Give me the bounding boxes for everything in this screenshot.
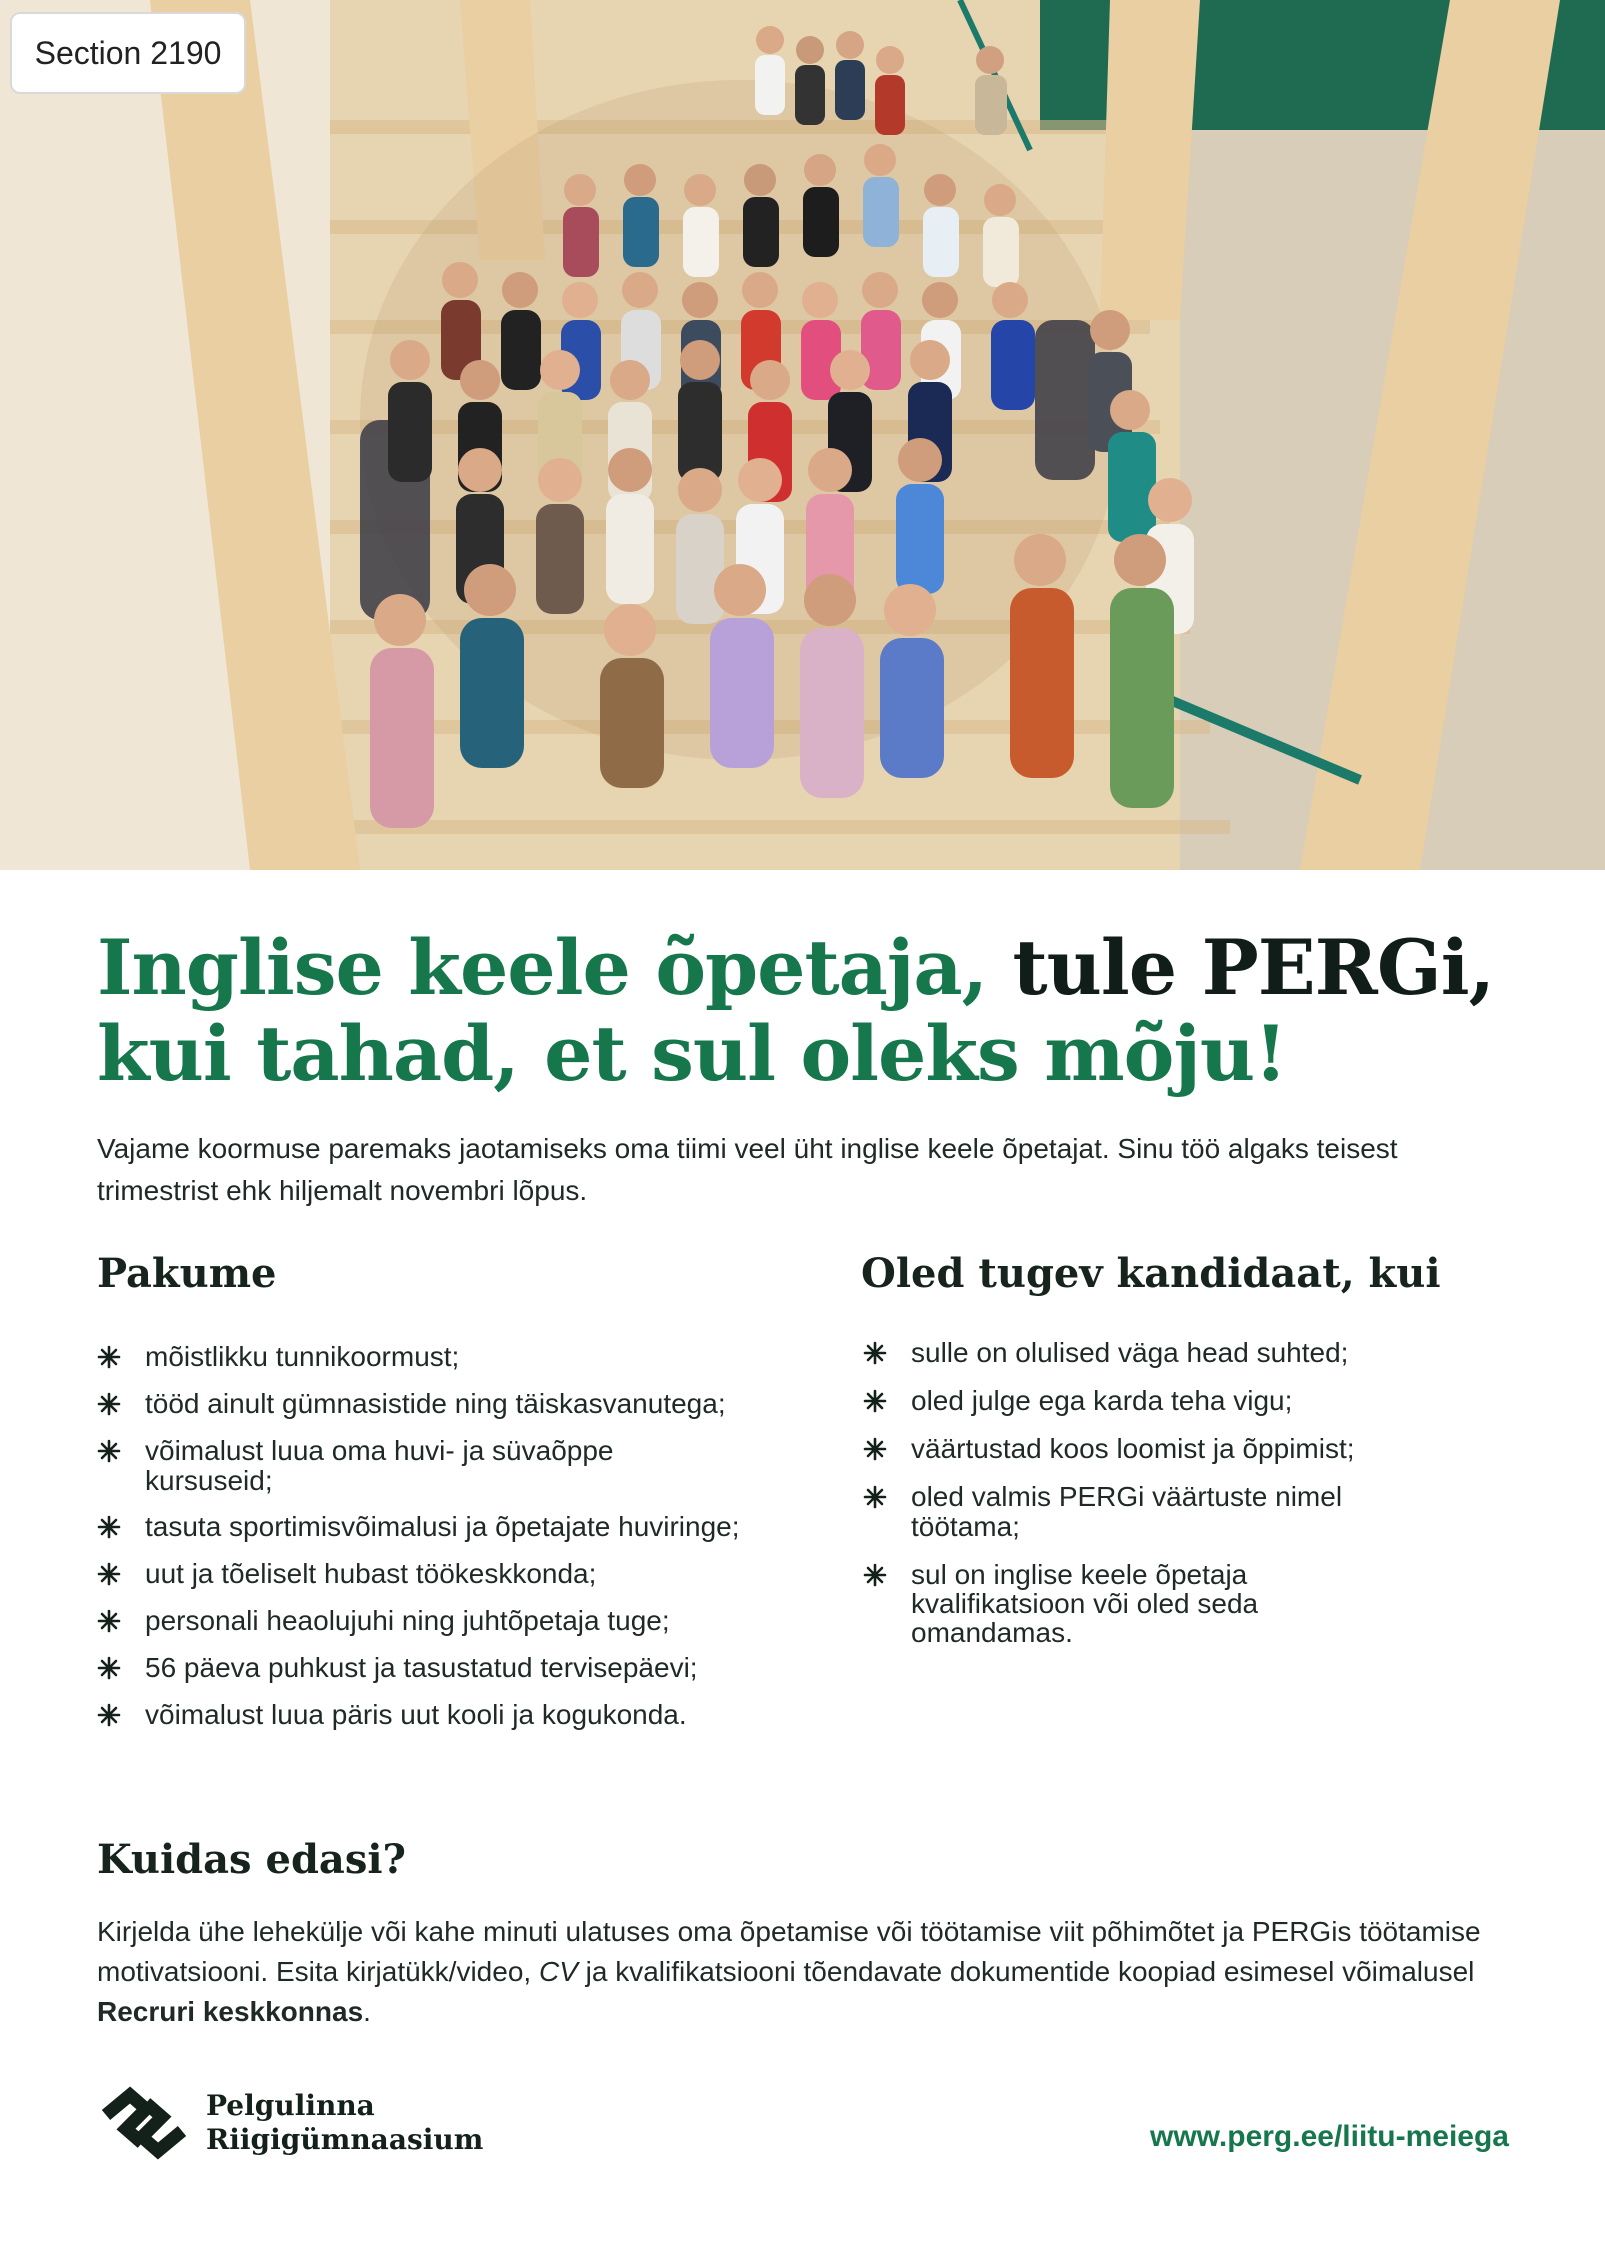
candidate-item [863, 1560, 1503, 1647]
asterisk-bullet-icon [97, 1562, 121, 1586]
school-name-line2: Riigigümnaasium [206, 2123, 484, 2156]
offer-item-text: võimalust luua oma huvi- ja süvaõppe kursuseid; [145, 1435, 614, 1496]
title-part-school: tule PERGi, [987, 923, 1495, 1012]
offer-item [97, 1606, 827, 1636]
candidate-item-text: oled julge ega karda teha vigu; [911, 1385, 1293, 1416]
candidate-item-text: sulle on olulised väga head suhted; [911, 1337, 1349, 1368]
title-part-role: Inglise keele õpetaja, [97, 923, 988, 1012]
section-badge [10, 12, 246, 94]
candidate-item [863, 1434, 1503, 1464]
offer-item [97, 1389, 827, 1419]
offer-item [97, 1700, 827, 1730]
how-paragraph [97, 1912, 1517, 2032]
offer-item-text: personali heaolujuhi ning juhtõpetaja tuge; [145, 1605, 670, 1636]
offer-item-text: mõistlikku tunnikoormust; [145, 1341, 460, 1372]
school-name-line1: Pelgulinna [206, 2089, 375, 2122]
section-badge-label: Section 2190 [34, 34, 222, 71]
asterisk-bullet-icon [97, 1609, 121, 1633]
offer-item-text: uut ja tõeliselt hubast töökeskkonda; [145, 1558, 597, 1589]
offer-item-text: 56 päeva puhkust ja tasustatud tervisepäevi; [145, 1652, 698, 1683]
offer-item [97, 1436, 827, 1496]
asterisk-bullet-icon [863, 1437, 887, 1461]
intro-paragraph: Vajame koormuse paremaks jaotamiseks oma tiimi veel üht inglise keele õpetajat. Sinu töö algaks teisest trimestrist ehk hiljemalt novembri lõpus. [97, 1133, 1398, 1206]
asterisk-bullet-icon [97, 1515, 121, 1539]
asterisk-bullet-icon [863, 1563, 887, 1587]
asterisk-bullet-icon [863, 1341, 887, 1365]
offer-item-text: tasuta sportimisvõimalusi ja õpetajate huviringe; [145, 1511, 740, 1542]
hero-photo [0, 0, 1605, 870]
offer-item-text: tööd ainult gümnasistide ning täiskasvanutega; [145, 1388, 726, 1419]
how-title: Kuidas edasi? [97, 1836, 406, 1883]
offer-list [97, 1342, 827, 1747]
asterisk-bullet-icon [97, 1703, 121, 1727]
candidate-title: Oled tugev kandidaat, kui [861, 1250, 1441, 1297]
how-text-part2: ja kvalifikatsiooni tõendavate dokumentide koopiad esimesel võimalusel [577, 1956, 1475, 1987]
asterisk-bullet-icon [97, 1345, 121, 1369]
offer-item-text: võimalust luua päris uut kooli ja kogukonda. [145, 1699, 687, 1730]
candidate-item [863, 1338, 1503, 1368]
offer-item [97, 1653, 827, 1683]
recruit-link[interactable]: Recruri keskkonnas [97, 1996, 364, 2027]
join-us-link[interactable]: www.perg.ee/liitu-meiega [1150, 2120, 1509, 2153]
asterisk-bullet-icon [863, 1389, 887, 1413]
candidate-item-text: oled valmis PERGi väärtuste nimel töötama; [911, 1481, 1343, 1542]
offer-title: Pakume [97, 1250, 277, 1297]
candidate-item-text: sul on inglise keele õpetaja kvalifikatsioon või oled seda omandamas. [911, 1559, 1259, 1648]
group-photo-illustration [0, 0, 1605, 870]
school-name [206, 2089, 483, 2157]
offer-item [97, 1512, 827, 1542]
offer-item [97, 1342, 827, 1372]
candidate-list [863, 1338, 1503, 1665]
candidate-item [863, 1482, 1503, 1542]
offer-item [97, 1559, 827, 1589]
candidate-item-text: väärtustad koos loomist ja õppimist; [911, 1433, 1355, 1464]
asterisk-bullet-icon [97, 1392, 121, 1416]
how-text-part1: Kirjelda ühe lehekülje või kahe minuti ulatuses oma õpetamise või töötamise viit põhimõtet ja PERGis töötamise motivatsiooni. Esita kirjatükk/video, [97, 1916, 1481, 1987]
how-text-part3: . [363, 1996, 371, 2027]
school-logo[interactable] [96, 2085, 496, 2165]
perg-logo-icon [96, 2085, 192, 2161]
title-part-impact: kui tahad, et sul oleks mõju! [97, 1009, 1287, 1098]
asterisk-bullet-icon [863, 1485, 887, 1509]
how-text-cv: CV [538, 1956, 578, 1987]
page-title [97, 925, 1517, 1097]
asterisk-bullet-icon [97, 1439, 121, 1463]
asterisk-bullet-icon [97, 1656, 121, 1680]
candidate-item [863, 1386, 1503, 1416]
